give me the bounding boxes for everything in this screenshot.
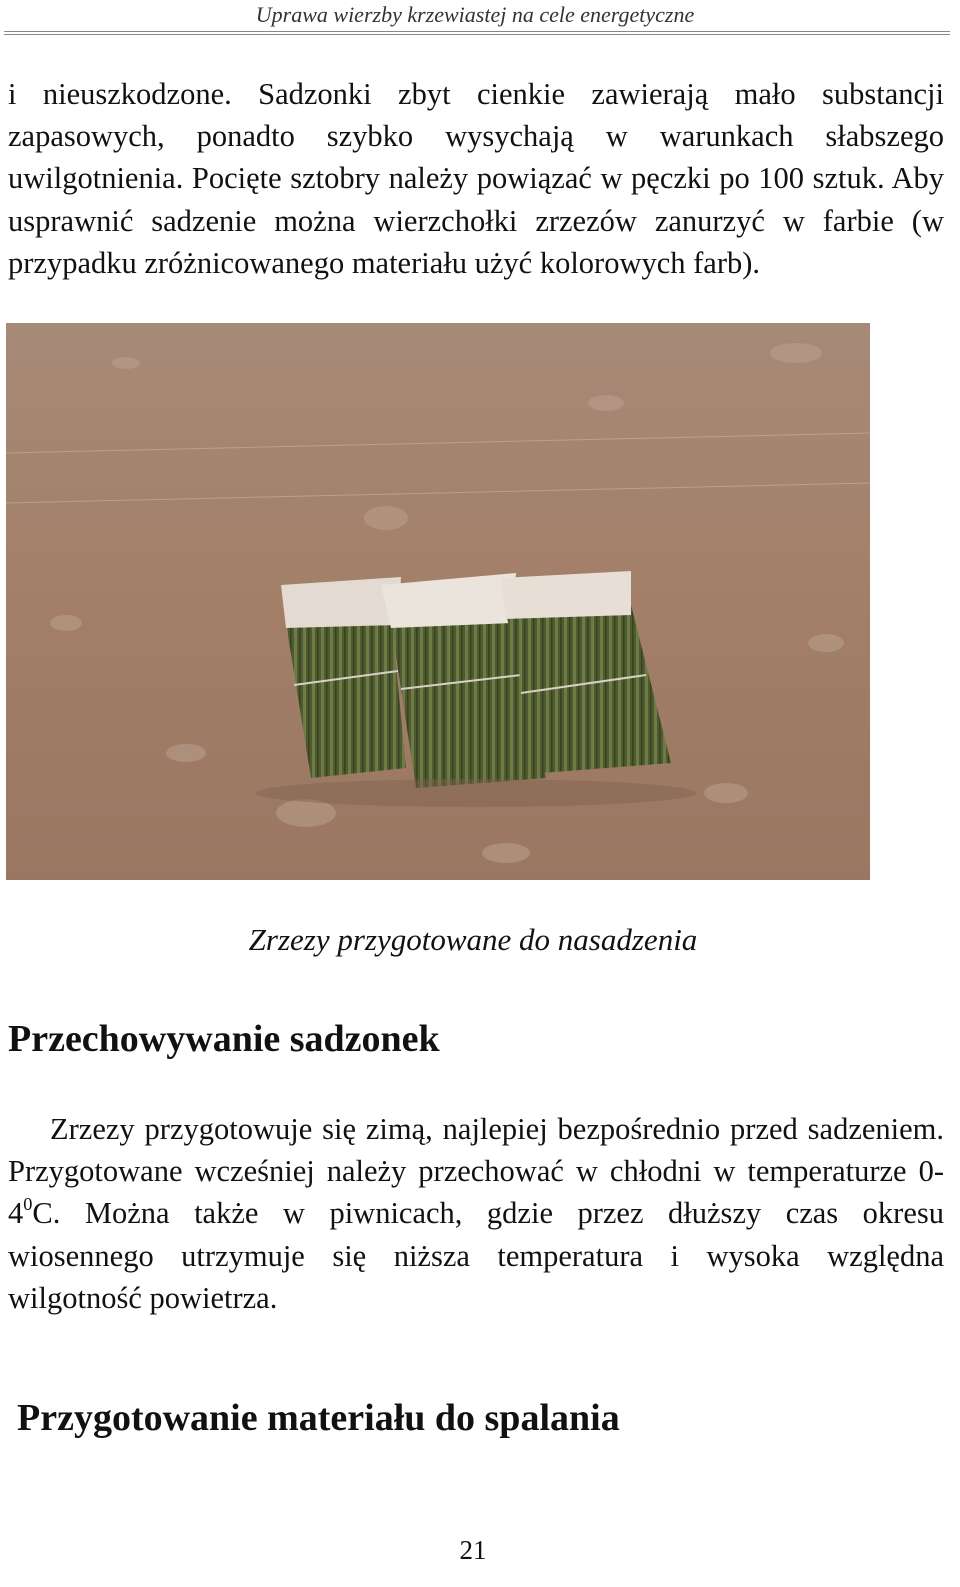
header-rule: [4, 31, 950, 35]
page-number: 21: [459, 1535, 487, 1565]
figure-caption: Zrzezy przygotowane do nasadzenia: [248, 922, 698, 957]
degree-superscript: 0: [23, 1194, 33, 1215]
paragraph-intro: i nieuszkodzone. Sadzonki zbyt cienkie zawierają mało substancji zapasowych, ponadto szybko wysychają w warunkach słabszego uwilgotnienia. Pocięte sztobry należy powiązać w pęczki po 100 sztuk. Aby usprawnić sadzenie można wierzchołki zrzezów zanurzyć w farbie (w przypadku zróżnicowanego materiału użyć kolorowych farb).: [8, 77, 944, 280]
running-header: Uprawa wierzby krzewiastej na cele energetyczne: [255, 2, 695, 27]
section-heading-combustion: Przygotowanie materiału do spalania: [17, 1397, 620, 1439]
paragraph-storage: [8, 1108, 944, 1319]
storage-text-part1: Zrzezy przygotowuje się zimą, najlepiej bezpośrednio przed sadzeniem. Przygotowane wcześniej należy przechować w chłodni w temperaturze 0-4: [8, 1112, 944, 1231]
section-heading-storage: Przechowywanie sadzonek: [8, 1018, 440, 1060]
photo-willow-cuttings: [6, 323, 870, 880]
storage-text-part2: C. Można także w piwnicach, gdzie przez dłuższy czas okresu wiosennego utrzymuje się niższa temperatura i wysoka względna wilgotność powietrza.: [8, 1196, 944, 1315]
